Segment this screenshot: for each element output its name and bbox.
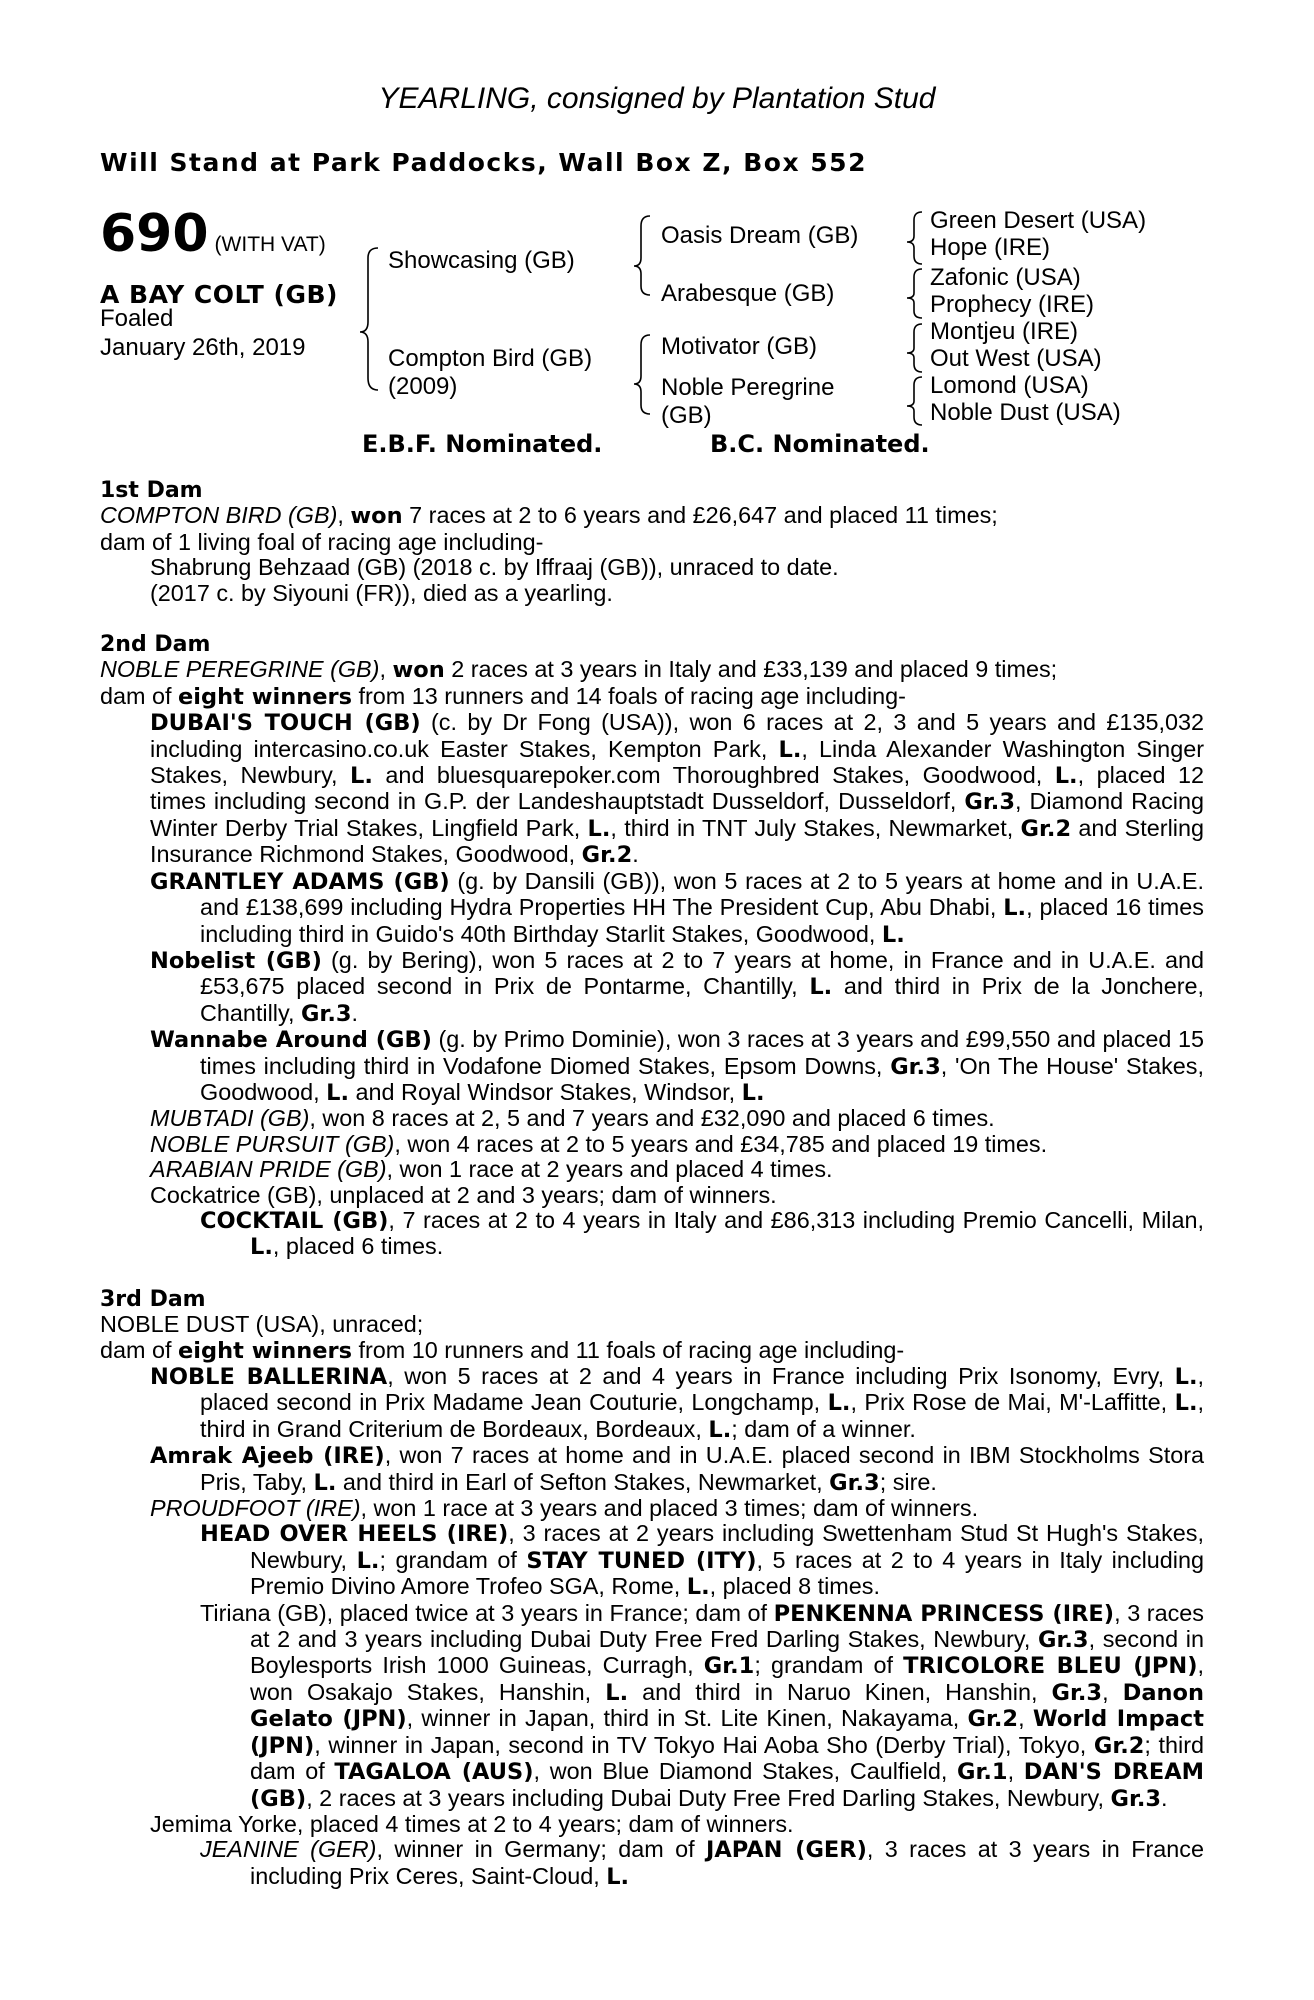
ssd: Hope (IRE) — [930, 234, 1051, 261]
entry-arabian-pride: ARABIAN PRIDE (GB), won 1 race at 2 years and placed 4 times. — [150, 1156, 833, 1183]
sdd: Prophecy (IRE) — [930, 291, 1095, 318]
bracket-gen2-sire — [634, 216, 650, 295]
dam-dam — [661, 374, 834, 430]
produce-record — [100, 478, 1204, 1890]
dam: Compton Bird (GB) — [388, 345, 593, 372]
vat-note: (WITH VAT) — [214, 233, 326, 256]
bracket-gen3-b — [907, 269, 922, 318]
bracket-gen3-c — [907, 324, 922, 372]
bracket-gen3-d — [907, 377, 922, 425]
dam-dam-line2: (GB) — [661, 402, 712, 429]
stand-location: Will Stand at Park Paddocks, Wall Box Z, Box 552 — [100, 148, 867, 177]
entry-noble-pursuit: NOBLE PURSUIT (GB), won 4 races at 2 to 5 years and £34,785 and placed 19 times. — [150, 1130, 1048, 1157]
sss: Green Desert (USA) — [930, 207, 1147, 234]
first-dam-foal-2: (2017 c. by Siyouni (FR)), died as a yearling. — [150, 579, 613, 606]
entry-amrak-ajeeb: Amrak Ajeeb (IRE), won 7 races at home and in U.A.E. placed second in IBM Stockholms Stora Pris, Taby, L. and third in Earl of Sefton Stakes, Newmarket, Gr.3; sire. — [150, 1442, 1204, 1496]
entry-jemima-yorke: Jemima Yorke, placed 4 times at 2 to 4 years; dam of winners. — [150, 1810, 794, 1837]
ddd: Noble Dust (USA) — [930, 399, 1121, 426]
first-dam-produce-intro: dam of 1 living foal of racing age including- — [100, 528, 544, 555]
third-dam-produce-intro: dam of eight winners from 10 runners and 11 foals of racing age including- — [100, 1336, 905, 1364]
entry-wannabe-around: Wannabe Around (GB) (g. by Primo Dominie), won 3 races at 3 years and £99,550 and placed 15 times including third in Vodafone Diomed Stakes, Epsom Downs, Gr.3, 'On The House' Stakes, Goodwood, L. and Royal Windsor Stakes, Windsor, L. — [150, 1026, 1204, 1106]
third-dam-heading: 3rd Dam — [100, 1286, 206, 1312]
ebf-nominated: E.B.F. Nominated. — [362, 430, 603, 458]
sds: Zafonic (USA) — [930, 264, 1081, 291]
entry-grantley-adams: GRANTLEY ADAMS (GB) (g. by Dansili (GB)), won 5 races at 2 to 5 years at home and in U.A.E. and £138,699 including Hydra Properties HH The President Cup, Abu Dhabi, L., placed 16 times including third in Guido's 40th Birthday Starlit Stakes, Goodwood, L. — [150, 867, 1204, 948]
first-dam-heading: 1st Dam — [100, 478, 203, 503]
dds: Lomond (USA) — [930, 372, 1089, 399]
horse-name: A BAY COLT (GB) — [100, 280, 338, 309]
first-dam-line: COMPTON BIRD (GB), won 7 races at 2 to 6 years and £26,647 and placed 11 times; — [100, 502, 998, 530]
dss: Montjeu (IRE) — [930, 318, 1079, 345]
foaled-date: January 26th, 2019 — [100, 334, 306, 361]
second-dam-heading: 2nd Dam — [100, 632, 211, 658]
entry-cockatrice: Cockatrice (GB), unplaced at 2 and 3 years; dam of winners. — [150, 1181, 777, 1208]
second-dam-produce-intro: dam of eight winners from 13 runners and 14 foals of racing age including- — [100, 682, 906, 710]
third-dam-line: NOBLE DUST (USA), unraced; — [100, 1311, 424, 1338]
page-header: YEARLING, consigned by Plantation Stud — [378, 82, 936, 115]
sire-sire: Oasis Dream (GB) — [661, 222, 859, 249]
entry-mubtadi: MUBTADI (GB), won 8 races at 2, 5 and 7 years and £32,090 and placed 6 times. — [150, 1105, 995, 1132]
dam-year: (2009) — [388, 373, 458, 400]
lot-number: 690 — [100, 204, 209, 264]
first-dam-foal-1: Shabrung Behzaad (GB) (2018 c. by Iffraaj (GB)), unraced to date. — [150, 554, 839, 581]
entry-proudfoot: PROUDFOOT (IRE), won 1 race at 3 years and placed 3 times; dam of winners. — [150, 1495, 979, 1522]
entry-nobelist: Nobelist (GB) (g. by Bering), won 5 races at 2 to 7 years at home, in France and in U.A.E. and £53,675 placed second in Prix de Pontarme, Chantilly, L. and third in Prix de la Jonchere, Chantilly, Gr.3. — [150, 946, 1205, 1027]
dam-dam-line1: Noble Peregrine — [661, 374, 835, 401]
entry-jeanine: JEANINE (GER), winner in Germany; dam of JAPAN (GER), 3 races at 3 years in France including Prix Ceres, Saint-Cloud, L. — [200, 1836, 1204, 1890]
entry-noble-ballerina: NOBLE BALLERINA, won 5 races at 2 and 4 years in France including Prix Isonomy, Evry, L., placed second in Prix Madame Jean Couturie, Longchamp, L., Prix Rose de Mai, M'-Laffitte, L., third in Grand Criterium de Bordeaux, Bordeaux, L.; dam of a winner. — [150, 1363, 1204, 1443]
bracket-gen3-a — [907, 212, 922, 264]
bc-nominated: B.C. Nominated. — [710, 430, 930, 458]
sire: Showcasing (GB) — [388, 247, 575, 274]
entry-dubais-touch: DUBAI'S TOUCH (GB) (c. by Dr Fong (USA)), won 6 races at 2, 3 and 5 years and £135,032 including intercasino.co.uk Easter Stakes, Kempton Park, L., Linda Alexander Washington Singer Stakes, Newbury, L. and bluesquarepoker.com Thoroughbred Stakes, Goodwood, L., placed 12 times including second in G.P. der Landeshauptstadt Dusseldorf, Dusseldorf, Gr.3, Diamond Racing Winter Derby Trial Stakes, Lingfield Park, L., third in TNT July Stakes, Newmarket, Gr.2 and Sterling Insurance Richmond Stakes, Goodwood, Gr.2. — [150, 709, 1205, 869]
sire-dam: Arabesque (GB) — [661, 280, 835, 307]
dsd: Out West (USA) — [930, 345, 1102, 372]
entry-head-over-heels: HEAD OVER HEELS (IRE), 3 races at 2 years including Swettenham Stud St Hugh's Stakes, Newbury, L.; grandam of STAY TUNED (ITY), 5 races at 2 to 4 years in Italy including Premio Divino Amore Trofeo SGA, Rome, L., placed 8 times. — [200, 1520, 1204, 1601]
foaled-label: Foaled — [100, 305, 174, 332]
second-dam-line: NOBLE PEREGRINE (GB), won 2 races at 3 years in Italy and £33,139 and placed 9 times; — [100, 656, 1058, 684]
bracket-gen2-dam — [634, 335, 650, 414]
entry-cocktail: COCKTAIL (GB), 7 races at 2 to 4 years in Italy and £86,313 including Premio Cancelli, Milan, L., placed 6 times. — [200, 1206, 1204, 1261]
dam-sire: Motivator (GB) — [661, 333, 818, 360]
entry-tiriana: Tiriana (GB), placed twice at 3 years in France; dam of PENKENNA PRINCESS (IRE), 3 races at 2 and 3 years including Dubai Duty Free Fred Darling Stakes, Newbury, Gr.3, second in Boylesports Irish 1000 Guineas, Curragh, Gr.1; grandam of TRICOLORE BLEU (JPN), won Osakajo Stakes, Hanshin, L. and third in Naruo Kinen, Hanshin, Gr.3, Danon Gelato (JPN), winner in Japan, third in St. Lite Kinen, Nakayama, Gr.2, World Impact (JPN), winner in Japan, second in TV Tokyo Hai Aoba Sho (Derby Trial), Tokyo, Gr.2; third dam of TAGALOA (AUS), won Blue Diamond Stakes, Caulfield, Gr.1, DAN'S DREAM (GB), 2 races at 3 years including Dubai Duty Free Fred Darling Stakes, Newbury, Gr.3. — [200, 1599, 1205, 1812]
bracket-gen1 — [360, 248, 378, 390]
